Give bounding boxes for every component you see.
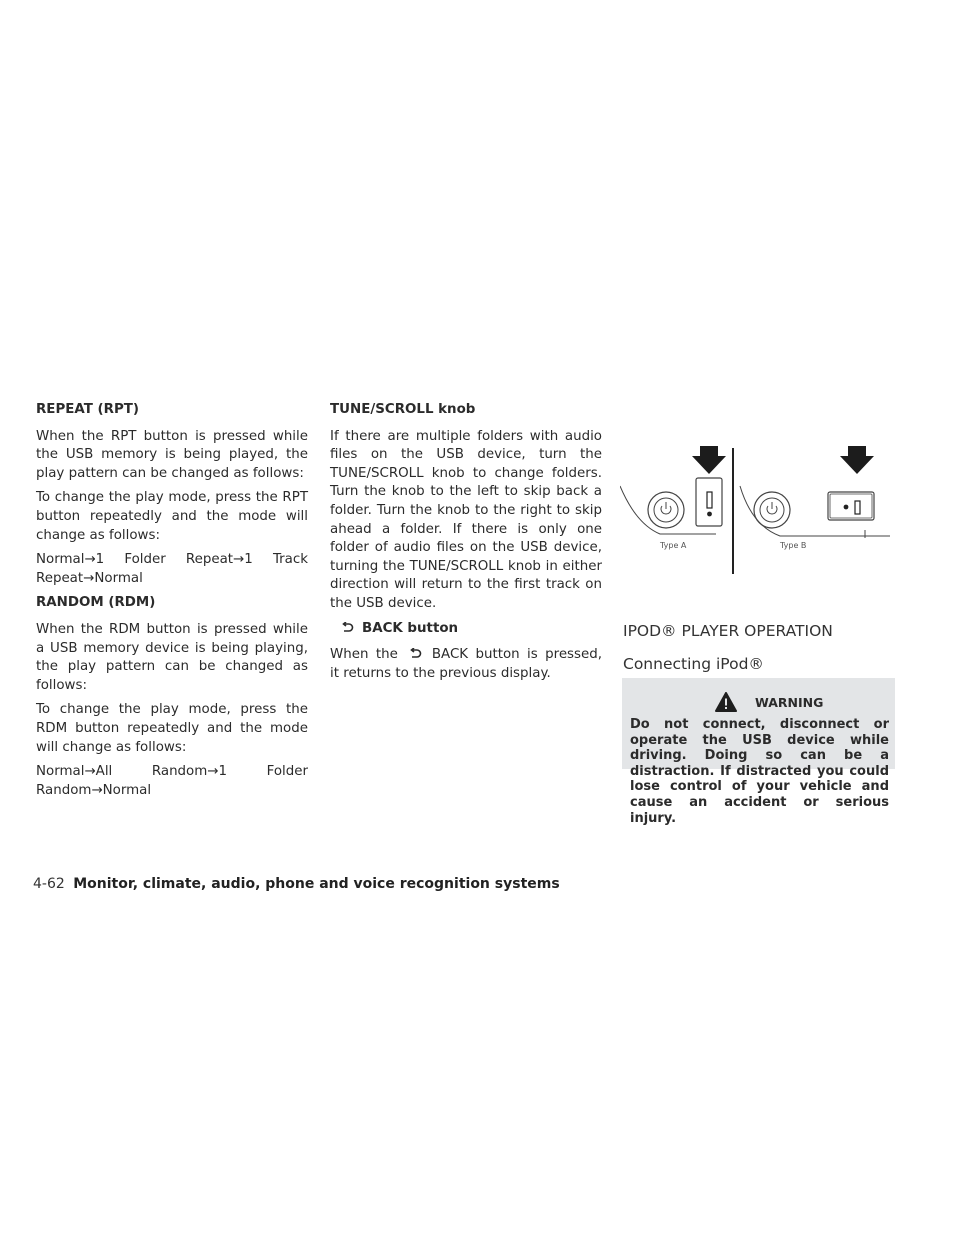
back-button-heading — [330, 620, 602, 639]
tune-scroll-heading: TUNE/SCROLL knob — [330, 402, 476, 417]
back-paragraph — [330, 646, 602, 683]
type-a-label: Type A — [660, 541, 687, 550]
warning-triangle-icon — [715, 692, 737, 712]
repeat-paragraph-2: To change the play mode, press the RPT button repeatedly and the mode will change as follows: — [36, 490, 308, 543]
random-paragraph-2: To change the play mode, press the RDM button repeatedly and the mode will change as follows: — [36, 702, 308, 755]
back-paragraph-end: BACK button is pressed, it returns to the previous display. — [330, 647, 602, 681]
back-arrow-icon — [340, 622, 356, 634]
back-arrow-icon — [408, 648, 422, 660]
repeat-heading: REPEAT (RPT) — [36, 402, 140, 417]
tune-scroll-paragraph: If there are multiple folders with audio files on the USB device, turn the TUNE/SCROLL knob to change folders. Turn the knob to the left to skip back a folder. Turn the knob to the right to skip ahead a folder. If there is only one folder of audio files on the USB device, turning the TUNE/SCROLL knob in either direction will return to the first track on the USB device. — [330, 428, 602, 611]
back-heading-label: BACK button — [362, 620, 459, 636]
usb-port-illustration — [620, 446, 896, 576]
warning-header — [622, 692, 895, 714]
middle-column — [330, 401, 602, 689]
subsection-title: Connecting iPod® — [623, 655, 764, 673]
random-paragraph-1: When the RDM button is pressed while a USB memory device is being playing, the play pattern can be changed as follows: — [36, 621, 308, 693]
warning-box — [622, 678, 895, 826]
type-b-label: Type B — [780, 541, 807, 550]
random-sequence: Normal→All Random→1 Folder Random→Normal — [36, 764, 308, 798]
left-column — [36, 401, 308, 806]
chapter-title: Monitor, climate, audio, phone and voice recognition systems — [73, 876, 560, 892]
page-footer — [33, 876, 560, 892]
usb-port-diagram — [620, 446, 896, 576]
repeat-sequence: Normal→1 Folder Repeat→1 Track Repeat→Normal — [36, 552, 308, 586]
repeat-paragraph-1: When the RPT button is pressed while the USB memory is being played, the play pattern can be changed as follows: — [36, 428, 308, 481]
random-heading: RANDOM (RDM) — [36, 595, 156, 611]
page-number: 4-62 — [33, 876, 65, 892]
back-paragraph-start: When the — [330, 647, 398, 663]
section-title: IPOD® PLAYER OPERATION — [623, 622, 833, 640]
warning-text: Do not connect, disconnect or operate the USB device while driving. Doing so can be a distraction. If distracted you could lose control of your vehicle and cause an accident or serious injury. — [630, 717, 889, 826]
warning-label: WARNING — [755, 695, 824, 710]
